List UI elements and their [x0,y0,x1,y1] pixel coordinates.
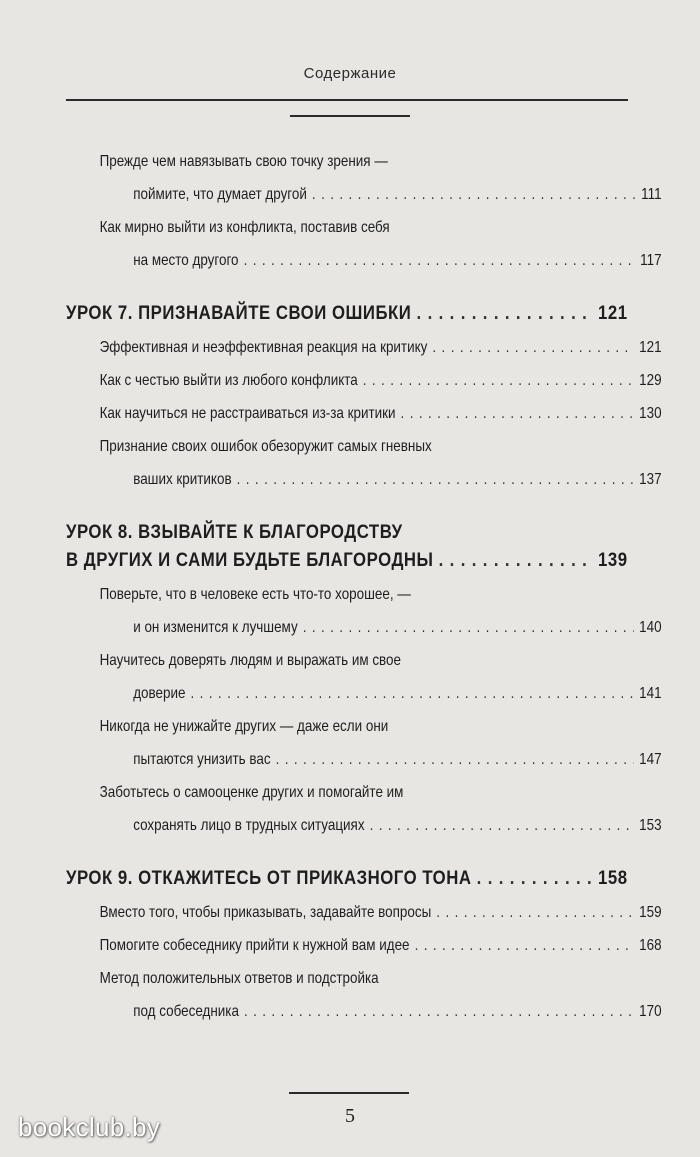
toc-page-number: 129 [639,372,662,389]
running-head: Содержание [303,65,397,82]
toc-line: доверие [133,685,186,702]
toc-line: В ДРУГИХ И САМИ БУДЬТЕ БЛАГОРОДНЫ [66,549,434,571]
toc-page-number: 139 [598,549,628,571]
toc-entry [66,430,662,496]
toc-line: Признание своих ошибок обезоружит самых гневных [99,438,432,455]
dot-leader [415,929,635,962]
toc-page-number: 159 [639,904,662,921]
dot-leader [303,611,634,644]
toc-leader-row [100,331,662,364]
toc-line: Метод положительных ответов и подстройка [99,970,379,987]
toc-entry [66,331,662,364]
dot-leader [276,743,635,776]
toc-page-number: 117 [640,252,662,269]
dot-leader [237,463,634,496]
toc-entry [66,710,662,776]
toc-line: Заботьтесь о самооценке других и помогайте им [99,784,404,801]
dot-leader [477,864,593,892]
toc-entry [66,776,662,842]
toc-page-number: 168 [639,937,662,954]
dot-leader [244,995,634,1028]
toc-line: на место другого [133,252,239,269]
toc-page-number: 153 [639,817,662,834]
toc-line: ваших критиков [133,471,232,488]
toc-page-number: 140 [639,619,662,636]
dot-leader [370,809,634,842]
toc-leader-row [66,299,628,327]
toc-leader-row [100,178,662,211]
toc-entry [66,578,662,644]
toc-leader-row [100,397,662,430]
toc-chapter [66,299,628,327]
toc-entry [66,364,662,397]
toc-leader-row [100,995,662,1028]
toc-lesson [66,299,662,496]
toc-line: под собеседника [133,1003,239,1020]
toc-leader-row [100,743,662,776]
toc-entry [66,397,662,430]
toc-page-number: 158 [598,867,628,889]
toc-line: УРОК 9. ОТКАЖИТЕСЬ ОТ ПРИКАЗНОГО ТОНА [66,867,472,889]
toc-leader-row [100,929,662,962]
toc-leader-row [100,611,662,644]
toc-line: Никогда не унижайте других — даже если они [99,718,389,735]
folio-rule [289,1092,409,1094]
dot-leader [432,331,634,364]
page-number: 5 [345,1105,355,1127]
watermark: bookclub.by [18,1112,161,1142]
toc-lesson [66,864,662,1028]
toc-line: Прежде чем навязывать свою точку зрения — [99,153,388,170]
toc-chapter [66,518,628,574]
toc-entry [66,145,662,211]
toc-line: поймите, что думает другой [133,186,307,203]
toc-line: Как мирно выйти из конфликта, поставив себя [99,219,390,236]
toc-page-number: 130 [639,405,662,422]
toc-leader-row [66,864,628,892]
toc-page-number: 111 [641,186,662,203]
toc-page-number: 121 [639,339,662,356]
toc-entry [66,962,662,1028]
toc-line: сохранять лицо в трудных ситуациях [133,817,365,834]
toc-leader-row [100,244,662,277]
dot-leader [312,178,636,211]
toc-line: Как научиться не расстраиваться из-за критики [99,405,396,422]
toc-line: Помогите собеседнику прийти к нужной вам идее [99,937,410,954]
dot-leader [401,397,635,430]
table-of-contents [66,145,662,1028]
toc-leader-row [100,364,662,397]
toc-leader-row [100,809,662,842]
toc-entry [66,896,662,929]
toc-line: Научитесь доверять людям и выражать им свое [99,652,401,669]
header-rule [66,99,628,101]
dot-leader [363,364,634,397]
toc-line: и он изменится к лучшему [133,619,298,636]
toc-leader-row [100,896,662,929]
toc-chapter [66,864,628,892]
toc-lesson [66,518,662,842]
dot-leader [436,896,634,929]
toc-entry [66,929,662,962]
toc-line: Эффективная и неэффективная реакция на критику [99,339,428,356]
toc-line: Поверьте, что в человеке есть что-то хорошее, — [99,586,411,603]
toc-entry [66,211,662,277]
toc-page-number: 141 [639,685,662,702]
dot-leader [439,546,593,574]
toc-line: пытаются унизить вас [133,751,271,768]
toc-entry [66,644,662,710]
dot-leader [417,299,593,327]
toc-page-number: 121 [598,302,628,324]
toc-line: УРОК 7. ПРИЗНАВАЙТЕ СВОИ ОШИБКИ [66,302,412,324]
header-short-rule [290,115,410,117]
toc-leader-row [100,677,662,710]
toc-leader-row [100,463,662,496]
toc-line: Как с честью выйти из любого конфликта [99,372,358,389]
dot-leader [244,244,636,277]
toc-page-number: 170 [639,1003,662,1020]
toc-line: УРОК 8. ВЗЫВАЙТЕ К БЛАГОРОДСТВУ [66,521,403,543]
toc-leader-row [66,546,628,574]
toc-line: Вместо того, чтобы приказывать, задавайте вопросы [99,904,432,921]
toc-page-number: 147 [639,751,662,768]
toc-page-number: 137 [639,471,662,488]
dot-leader [190,677,634,710]
